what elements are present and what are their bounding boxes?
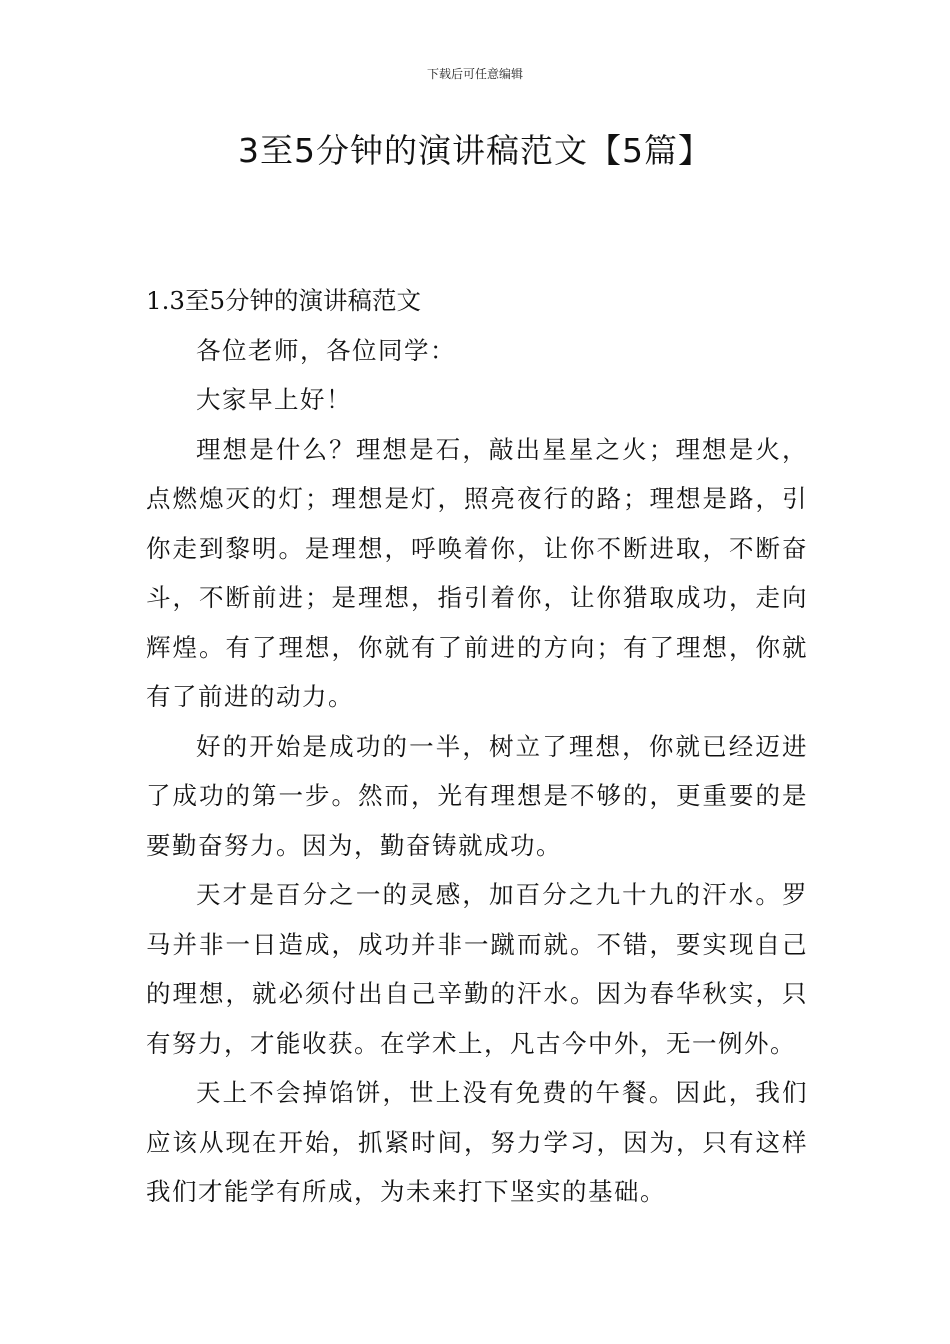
salutation-paragraph: 各位老师，各位同学：: [196, 335, 456, 365]
header-note: 下载后可任意编辑: [426, 67, 523, 81]
document-title: 3至5分钟的演讲稿范文【5篇】: [238, 131, 712, 170]
body-paragraph: 天才是百分之一的灵感，加百分之九十九的汗水。罗马并非一日造成，成功并非一蹴而就。不错，要实现自己的理想，就必须付出自己辛勤的汗水。因为春华秋实，只有努力，才能收获。在学术上，凡古今中外，无一例外。: [146, 880, 808, 1058]
body-paragraph: 天上不会掉馅饼，世上没有免费的午餐。因此，我们应该从现在开始，抓紧时间，努力学习，因为，只有这样我们才能学有所成，为未来打下坚实的基础。: [146, 1078, 808, 1206]
section-heading: 1.3至5分钟的演讲稿范文: [146, 286, 422, 315]
document-body: [146, 276, 808, 1217]
body-paragraph: 好的开始是成功的一半，树立了理想，你就已经迈进了成功的第一步。然而，光有理想是不够的，更重要的是要勤奋努力。因为，勤奋铸就成功。: [146, 731, 808, 860]
greeting-paragraph: 大家早上好！: [196, 385, 352, 414]
body-paragraph: 理想是什么？理想是石，敲出星星之火；理想是火，点燃熄灭的灯；理想是灯，照亮夜行的路；理想是路，引你走到黎明。是理想，呼唤着你，让你不断进取，不断奋斗，不断前进；是理想，指引着你，让你猎取成功，走向辉煌。有了理想，你就有了前进的方向；有了理想，你就有了前进的动力。: [146, 434, 808, 711]
